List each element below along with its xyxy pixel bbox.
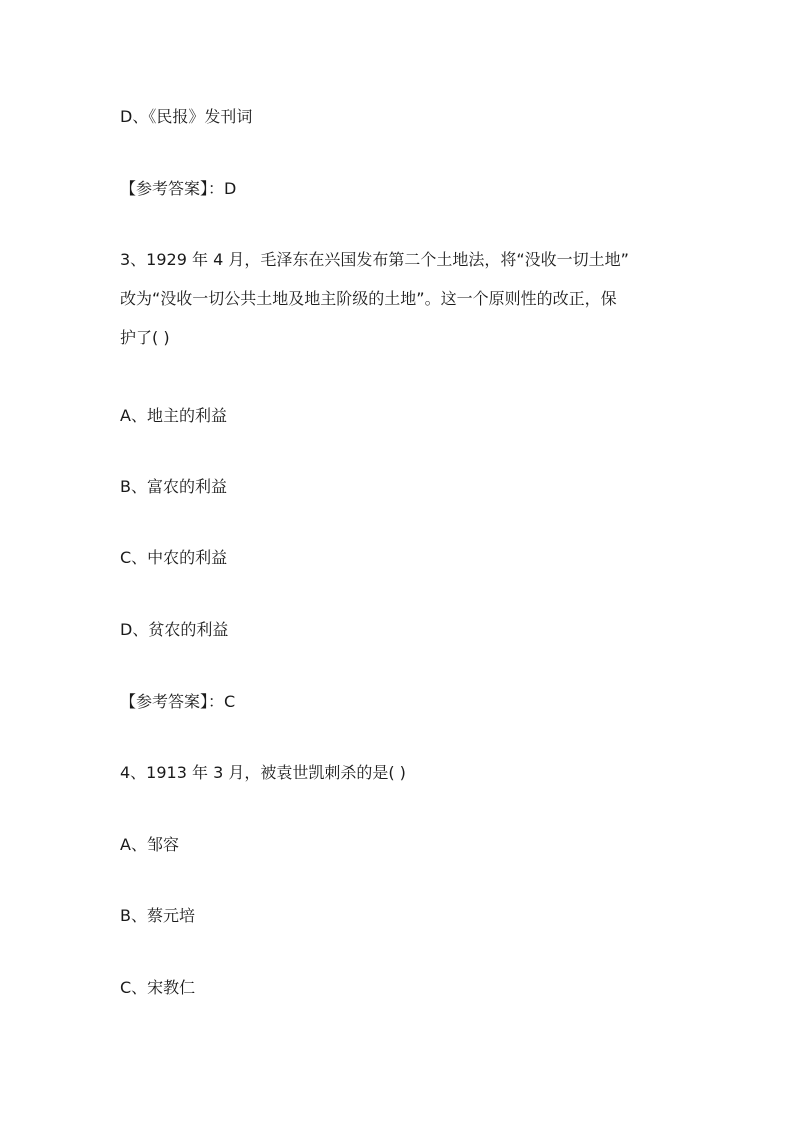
question-3-option-b: B、富农的利益 xyxy=(120,477,227,496)
question-3-option-a: A、地主的利益 xyxy=(120,406,227,425)
prev-option-d: D、《民报》发刊词 xyxy=(120,107,253,126)
question-4-option-b: B、蔡元培 xyxy=(120,906,195,925)
question-4-text: 4、1913 年 3 月，被袁世凯刺杀的是( ) xyxy=(120,763,406,782)
question-3-line-1: 3、1929 年 4 月，毛泽东在兴国发布第二个土地法，将“没收一切土地” xyxy=(120,250,629,269)
question-3-line-2: 改为“没收一切公共土地及地主阶级的土地”。这一个原则性的改正，保 xyxy=(120,289,617,308)
question-3-option-c: C、中农的利益 xyxy=(120,548,228,567)
question-4-option-c: C、宋教仁 xyxy=(120,978,196,997)
question-3-answer: 【参考答案】：C xyxy=(120,692,236,711)
question-3-option-d: D、贫农的利益 xyxy=(120,620,229,639)
question-4-option-a: A、邹容 xyxy=(120,835,179,854)
question-3-line-3: 护了( ) xyxy=(120,328,170,347)
prev-answer: 【参考答案】：D xyxy=(120,179,237,198)
question-3-text xyxy=(120,249,680,349)
